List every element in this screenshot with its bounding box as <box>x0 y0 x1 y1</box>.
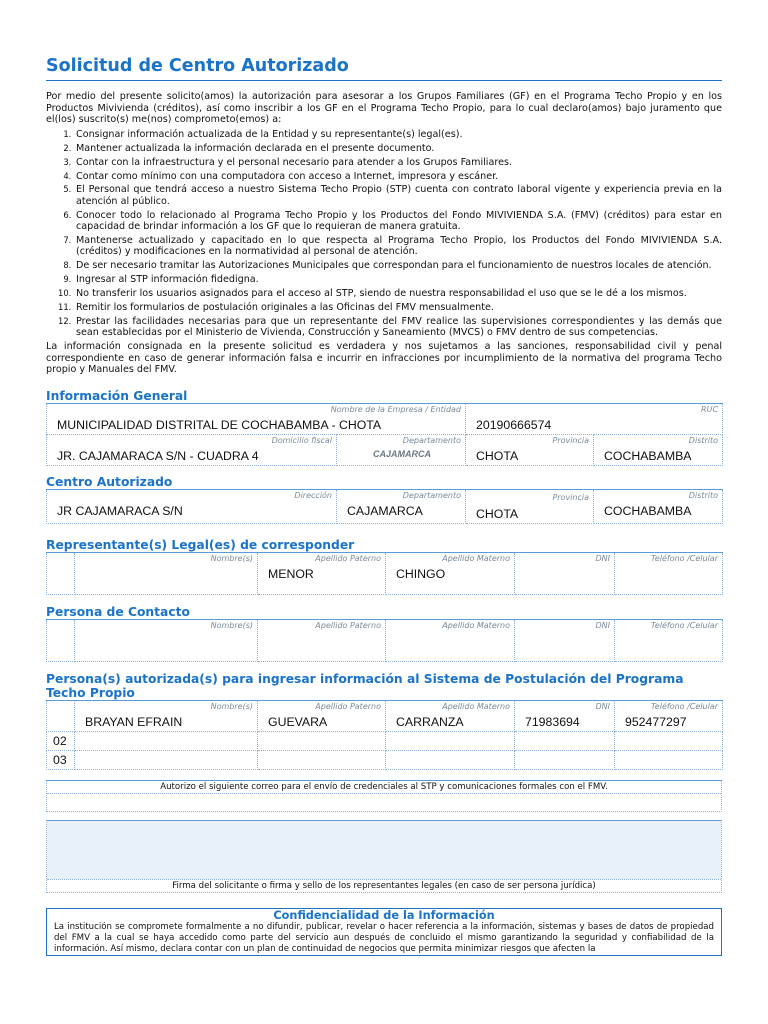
commitment-item: 4. Contar como mínimo con una computadora con acceso a Internet, impresora y escáner. <box>74 171 722 182</box>
contact-telefono-cell[interactable] <box>615 619 723 661</box>
rep-paterno-label: Apellido Paterno <box>315 553 381 563</box>
rep-paterno-value: MENOR <box>268 566 314 581</box>
departamento-label: Departamento <box>402 435 462 445</box>
distrito-cell[interactable] <box>594 434 723 465</box>
provincia-cell[interactable] <box>466 434 594 465</box>
aut-materno-cell[interactable] <box>386 700 515 731</box>
general-info-table <box>46 403 723 466</box>
signature-box <box>46 820 722 893</box>
aut-nombres-value <box>75 732 257 749</box>
aut-dni-value: 71983694 <box>525 714 580 729</box>
aut-paterno-label: Apellido Paterno <box>315 701 381 711</box>
contact-dni-label: DNI <box>595 620 610 630</box>
empresa-cell[interactable] <box>47 403 466 434</box>
centro-departamento-cell[interactable] <box>337 489 466 523</box>
contact-materno-value <box>386 631 514 650</box>
rep-nombres-cell[interactable] <box>75 552 258 594</box>
centro-provincia-label: Provincia <box>552 492 589 502</box>
contact-num-cell <box>47 619 75 661</box>
aut-paterno-value: GUEVARA <box>268 714 328 729</box>
aut-telefono-value <box>615 751 722 768</box>
ruc-value: 20190666574 <box>476 417 552 432</box>
section-heading-representantes: Representante(s) Legal(es) de corresponder <box>46 537 355 552</box>
rep-telefono-cell[interactable] <box>615 552 723 594</box>
aut-materno-cell[interactable] <box>386 750 515 769</box>
page-title: Solicitud de Centro Autorizado <box>46 56 722 81</box>
domicilio-label: Domicilio fiscal <box>271 435 332 445</box>
section-heading-contacto: Persona de Contacto <box>46 604 190 619</box>
rep-materno-value: CHINGO <box>396 566 446 581</box>
contact-materno-cell[interactable] <box>386 619 515 661</box>
aut-nombres-value <box>75 751 257 768</box>
aut-telefono-cell[interactable] <box>615 750 723 769</box>
commitment-item: 8. De ser necesario tramitar las Autorizaciones Municipales que correspondan para el funcionamiento de nuestros locales de atención. <box>74 260 722 271</box>
contact-materno-label: Apellido Materno <box>442 620 510 630</box>
commitment-item: 5. El Personal que tendrá acceso a nuestro Sistema Techo Propio (STP) cuenta con contrato laboral vigente y experiencia previa en la atención al público. <box>74 184 722 207</box>
contact-nombres-label: Nombre(s) <box>210 620 253 630</box>
contact-telefono-label: Teléfono /Celular <box>650 620 718 630</box>
rep-telefono-label: Teléfono /Celular <box>650 553 718 563</box>
aut-materno-value <box>386 751 514 768</box>
confidentiality-title: Confidencialidad de la Información <box>273 908 495 922</box>
aut-telefono-value: 952477297 <box>625 714 687 729</box>
contact-telefono-value <box>615 631 722 650</box>
application-form <box>46 56 722 956</box>
confidentiality-box <box>46 908 722 956</box>
aut-dni-cell[interactable] <box>515 750 615 769</box>
commitment-item: 1. Consignar información actualizada de la Entidad y su representante(s) legal(es). <box>74 129 722 140</box>
aut-telefono-cell[interactable] <box>615 731 723 750</box>
commitment-item: 3. Contar con la infraestructura y el personal necesario para atender a los Grupos Familiares. <box>74 157 722 168</box>
contacto-table <box>46 619 723 662</box>
commitment-item: 12. Prestar las facilidades necesarias para que un representante del FMV realice las supervisiones correspondientes y las demás que sean establecidas por el Ministerio de Vivienda, Construcción y Saneamiento (MVCS) o FMV dentro de sus competencias. <box>74 316 722 339</box>
rep-materno-cell[interactable] <box>386 552 515 594</box>
commitment-item: 10. No transferir los usuarios asignados para el acceso al STP, siendo de nuestra responsabilidad el uso que se le dé a los mismos. <box>74 288 722 299</box>
aut-paterno-cell[interactable] <box>258 731 386 750</box>
intro-paragraph: Por medio del presente solicito(amos) la autorización para asesorar a los Grupos Familiares (GF) en el Programa Techo Propio y en los Productos Mivivienda (créditos), así como inscribir a los GF en el Programa Techo Propio, para lo cual declaro(amos) bajo juramento que el(los) suscrito(s) me(nos) comprometo(emos) a: <box>46 91 722 126</box>
aut-telefono-cell[interactable] <box>615 700 723 731</box>
domicilio-value: JR. CAJAMARACA S/N - CUADRA 4 <box>57 448 259 463</box>
direccion-cell[interactable] <box>47 489 337 523</box>
aut-dni-cell[interactable] <box>515 700 615 731</box>
aut-paterno-value <box>258 732 385 749</box>
commitment-item: 6. Conocer todo lo relacionado al Programa Techo Propio y los Productos del Fondo MIVIVIENDA S.A. (FMV) (créditos) para estar en capacidad de brindar información a los GF que lo requieran de manera gratuita. <box>74 210 722 233</box>
signature-area[interactable] <box>47 821 721 879</box>
rep-num-cell <box>47 552 75 594</box>
contact-dni-value <box>515 631 614 650</box>
rep-dni-value <box>515 564 614 583</box>
empresa-label: Nombre de la Empresa / Entidad <box>330 404 462 414</box>
aut-nombres-label: Nombre(s) <box>210 701 253 711</box>
aut-telefono-value <box>615 732 722 749</box>
ruc-cell[interactable] <box>466 403 723 434</box>
departamento-value: CAJAMARCA <box>373 448 431 459</box>
rep-dni-label: DNI <box>595 553 610 563</box>
aut-dni-value <box>515 732 614 749</box>
aut-row-number <box>47 700 75 731</box>
rep-dni-cell[interactable] <box>515 552 615 594</box>
aut-paterno-cell[interactable] <box>258 700 386 731</box>
contact-paterno-cell[interactable] <box>258 619 386 661</box>
rep-telefono-value <box>615 564 722 583</box>
ruc-label: RUC <box>701 404 719 414</box>
centro-provincia-cell[interactable] <box>466 489 594 523</box>
email-authorization-box <box>46 780 722 812</box>
autorizadas-table <box>46 700 723 770</box>
section-heading-autorizadas: Persona(s) autorizada(s) para ingresar información al Sistema de Postulación del Programa Techo Propio <box>46 671 684 700</box>
email-authorization-caption: Autorizo el siguiente correo para el envío de credenciales al STP y comunicaciones formales con el FMV. <box>160 781 608 792</box>
rep-materno-label: Apellido Materno <box>442 553 510 563</box>
signature-caption: Firma del solicitante o firma y sello de los representantes legales (en caso de ser persona jurídica) <box>47 879 721 892</box>
commitments-list <box>46 129 722 339</box>
contact-nombres-cell[interactable] <box>75 619 258 661</box>
contact-paterno-label: Apellido Paterno <box>315 620 381 630</box>
commitment-item: 7. Mantenerse actualizado y capacitado en lo que respecta al Programa Techo Propio, los Productos del Fondo MIVIVIENDA S.A. (créditos) y modificaciones en la normatividad al personal de atención. <box>74 235 722 258</box>
aut-dni-label: DNI <box>595 701 610 711</box>
direccion-value: JR CAJAMARACA S/N <box>57 503 183 518</box>
email-field[interactable] <box>47 793 721 811</box>
closing-paragraph: La información consignada en la presente solicitud es verdadera y nos sujetamos a las sanciones, responsabilidad civil y penal correspondiente en caso de generar información falsa e incurrir en infracciones por incumplimiento de la normativa del programa Techo propio y Manuales del FMV. <box>46 341 722 376</box>
rep-nombres-label: Nombre(s) <box>210 553 253 563</box>
rep-paterno-cell[interactable] <box>258 552 386 594</box>
aut-materno-cell[interactable] <box>386 731 515 750</box>
domicilio-cell[interactable] <box>47 434 337 465</box>
centro-departamento-value: CAJAMARCA <box>347 503 423 518</box>
aut-paterno-value <box>258 751 385 768</box>
commitment-item: 11. Remitir los formularios de postulación originales a las Oficinas del FMV mensualmente. <box>74 302 722 313</box>
section-heading-general: Información General <box>46 388 188 403</box>
centro-provincia-value: CHOTA <box>476 506 519 521</box>
empresa-value: MUNICIPALIDAD DISTRITAL DE COCHABAMBA - CHOTA <box>57 417 382 432</box>
centro-table <box>46 489 723 524</box>
direccion-label: Dirección <box>294 490 332 500</box>
representantes-table <box>46 552 723 595</box>
distrito-value: COCHABAMBA <box>604 448 692 463</box>
rep-nombres-value <box>75 564 257 583</box>
aut-nombres-cell[interactable] <box>75 731 258 750</box>
aut-paterno-cell[interactable] <box>258 750 386 769</box>
provincia-label: Provincia <box>552 435 590 445</box>
aut-row-number: 02 <box>47 731 75 750</box>
aut-nombres-cell[interactable] <box>75 700 258 731</box>
commitment-item: 2. Mantener actualizada la información declarada en el presente documento. <box>74 143 722 154</box>
distrito-label: Distrito <box>688 435 719 445</box>
centro-departamento-label: Departamento <box>402 490 461 500</box>
contact-dni-cell[interactable] <box>515 619 615 661</box>
aut-materno-value <box>386 732 514 749</box>
aut-dni-cell[interactable] <box>515 731 615 750</box>
centro-distrito-label: Distrito <box>688 490 718 500</box>
aut-row-number: 03 <box>47 750 75 769</box>
aut-telefono-label: Teléfono /Celular <box>650 701 718 711</box>
aut-nombres-cell[interactable] <box>75 750 258 769</box>
contact-paterno-value <box>258 631 385 650</box>
aut-materno-value: CARRANZA <box>396 714 464 729</box>
contact-nombres-value <box>75 631 257 650</box>
departamento-cell[interactable] <box>337 434 466 465</box>
aut-nombres-value: BRAYAN EFRAIN <box>85 714 183 729</box>
aut-dni-value <box>515 751 614 768</box>
centro-distrito-cell[interactable] <box>594 489 723 523</box>
commitment-item: 9. Ingresar al STP información fidedigna. <box>74 274 722 285</box>
centro-distrito-value: COCHABAMBA <box>604 503 692 518</box>
provincia-value: CHOTA <box>476 448 519 463</box>
section-heading-centro: Centro Autorizado <box>46 474 173 489</box>
confidentiality-body: La institución se compromete formalmente a no difundir, publicar, revelar o hacer referencia a la información, sistemas y bases de datos de propiedad del FMV a la cual se haya accedido como parte del servicio aun después de concluido el mismo garantizando la seguridad y confiabilidad de la información. Así mismo, declara contar con un plan de continuidad de negocios que permita minimizar riesgos que afecten la <box>54 921 714 954</box>
aut-materno-label: Apellido Materno <box>442 701 510 711</box>
